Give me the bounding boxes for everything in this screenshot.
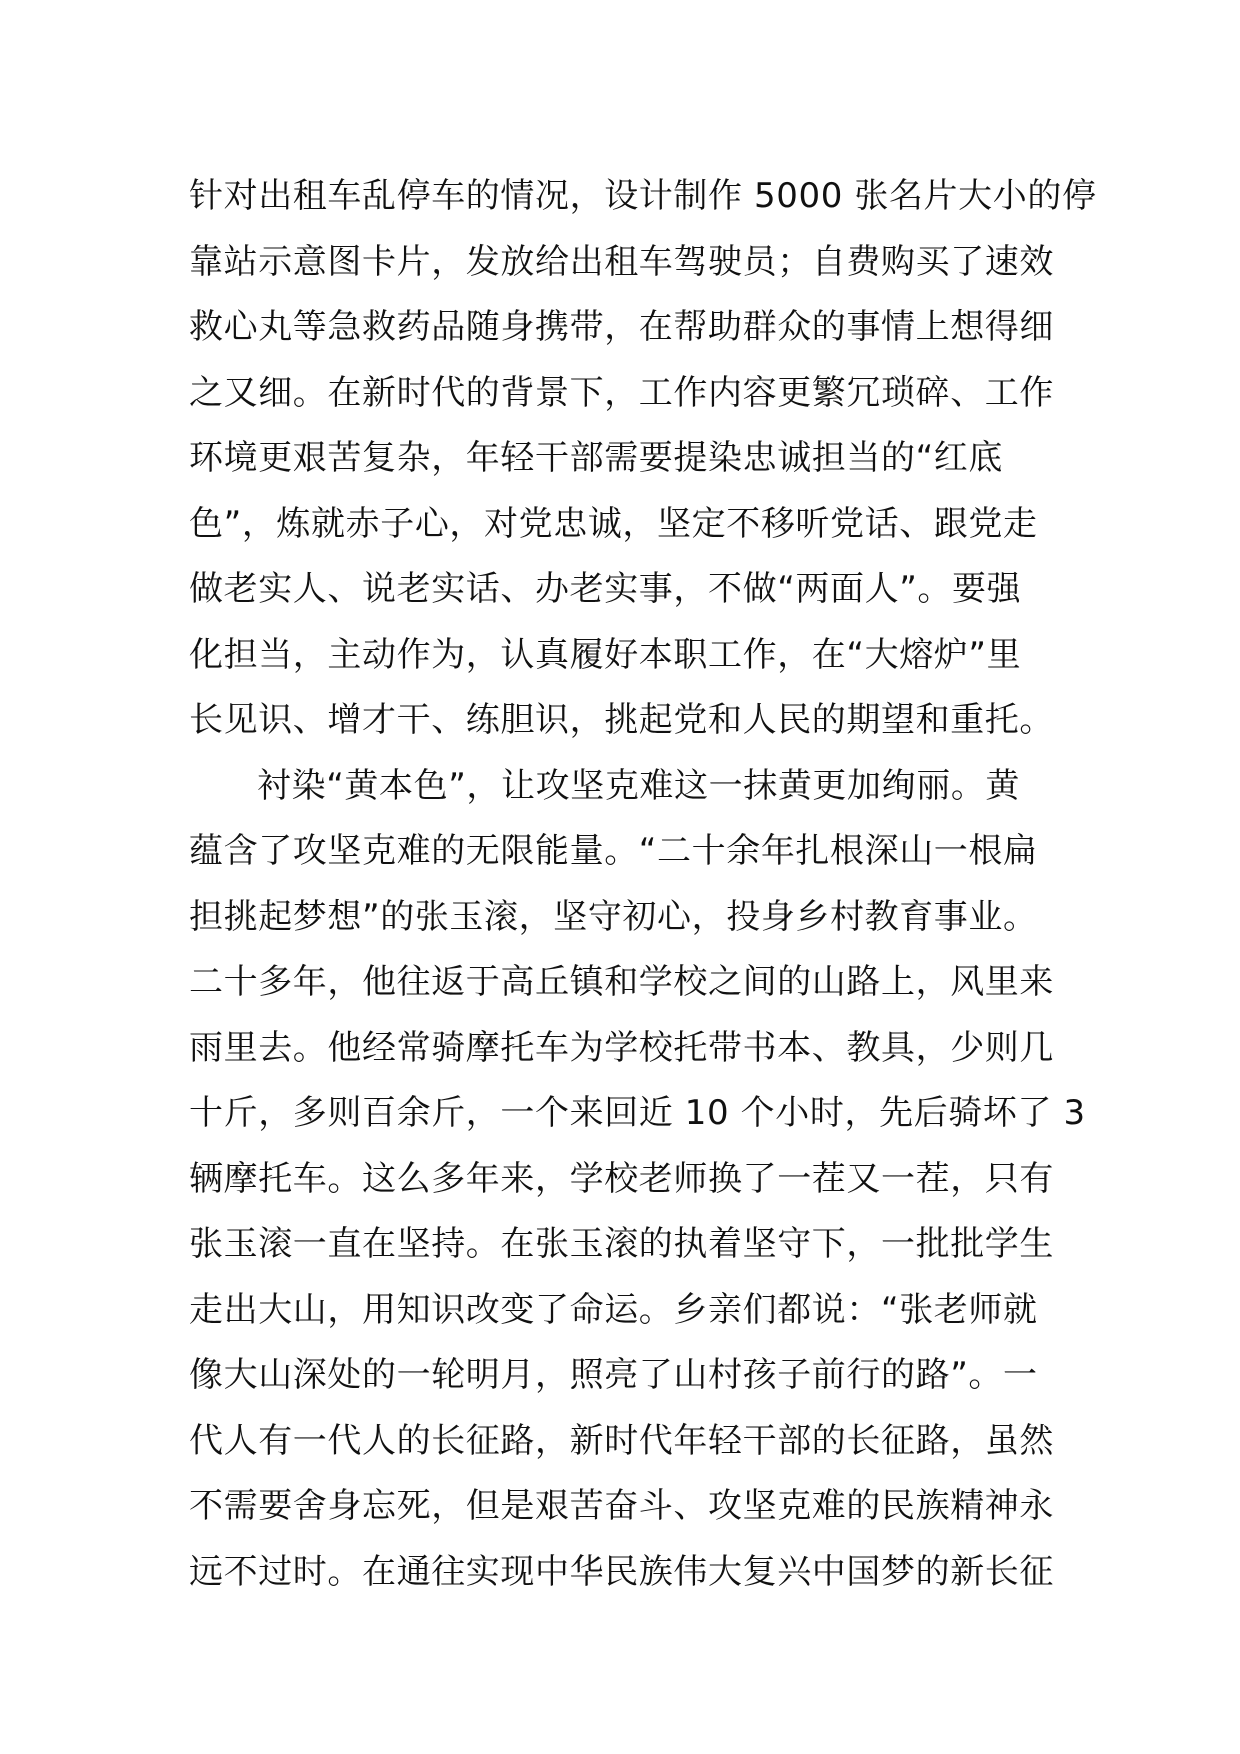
text-line: 十斤，多则百余斤，一个来回近 10 个小时，先后骑坏了 3 (189, 1093, 1086, 1133)
text-line: 针对出租车乱停车的情况，设计制作 5000 张名片大小的停 (189, 176, 1097, 216)
text-line: 张玉滚一直在坚持。在张玉滚的执着坚守下，一批批学生 (189, 1224, 1054, 1264)
text-line: 色”，炼就赤子心，对党忠诚，坚定不移听党话、跟党走 (189, 503, 1038, 544)
text-line: 救心丸等急救药品随身携带，在帮助群众的事情上想得细 (189, 307, 1054, 347)
text-line: 二十多年，他往返于高丘镇和学校之间的山路上，风里来 (189, 962, 1054, 1002)
text-line: 靠站示意图卡片，发放给出租车驾驶员；自费购买了速效 (189, 241, 1054, 282)
text-line: 走出大山，用知识改变了命运。乡亲们都说：“张老师就 (189, 1289, 1038, 1330)
text-line: 像大山深处的一轮明月，照亮了山村孩子前行的路”。一 (189, 1355, 1038, 1395)
text-line: 担挑起梦想”的张玉滚，坚守初心，投身乡村教育事业。 (189, 896, 1038, 937)
text-line: 辆摩托车。这么多年来，学校老师换了一茬又一茬，只有 (189, 1158, 1054, 1199)
text-line: 不需要舍身忘死，但是艰苦奋斗、攻坚克难的民族精神永 (189, 1486, 1054, 1526)
text-line: 雨里去。他经常骑摩托车为学校托带书本、教具，少则几 (189, 1027, 1054, 1068)
text-line: 代人有一代人的长征路，新时代年轻干部的长征路，虽然 (189, 1420, 1054, 1461)
text-line: 做老实人、说老实话、办老实事，不做“两面人”。要强 (189, 569, 1022, 609)
text-line: 蕴含了攻坚克难的无限能量。“二十余年扎根深山一根扁 (189, 831, 1038, 871)
text-line: 环境更艰苦复杂，年轻干部需要提染忠诚担当的“红底 (189, 438, 1004, 478)
text-line: 化担当，主动作为，认真履好本职工作，在“大熔炉”里 (189, 634, 1022, 675)
text-line: 长见识、增才干、练胆识，挑起党和人民的期望和重托。 (189, 700, 1054, 740)
body-text (189, 164, 1097, 1605)
paragraph-start-line: 衬染“黄本色”，让攻坚克难这一抹黄更加绚丽。黄 (257, 765, 1021, 806)
text-line: 之又细。在新时代的背景下，工作内容更繁冗琐碎、工作 (189, 372, 1054, 413)
text-line: 远不过时。在通往实现中华民族伟大复兴中国梦的新长征 (189, 1551, 1054, 1592)
